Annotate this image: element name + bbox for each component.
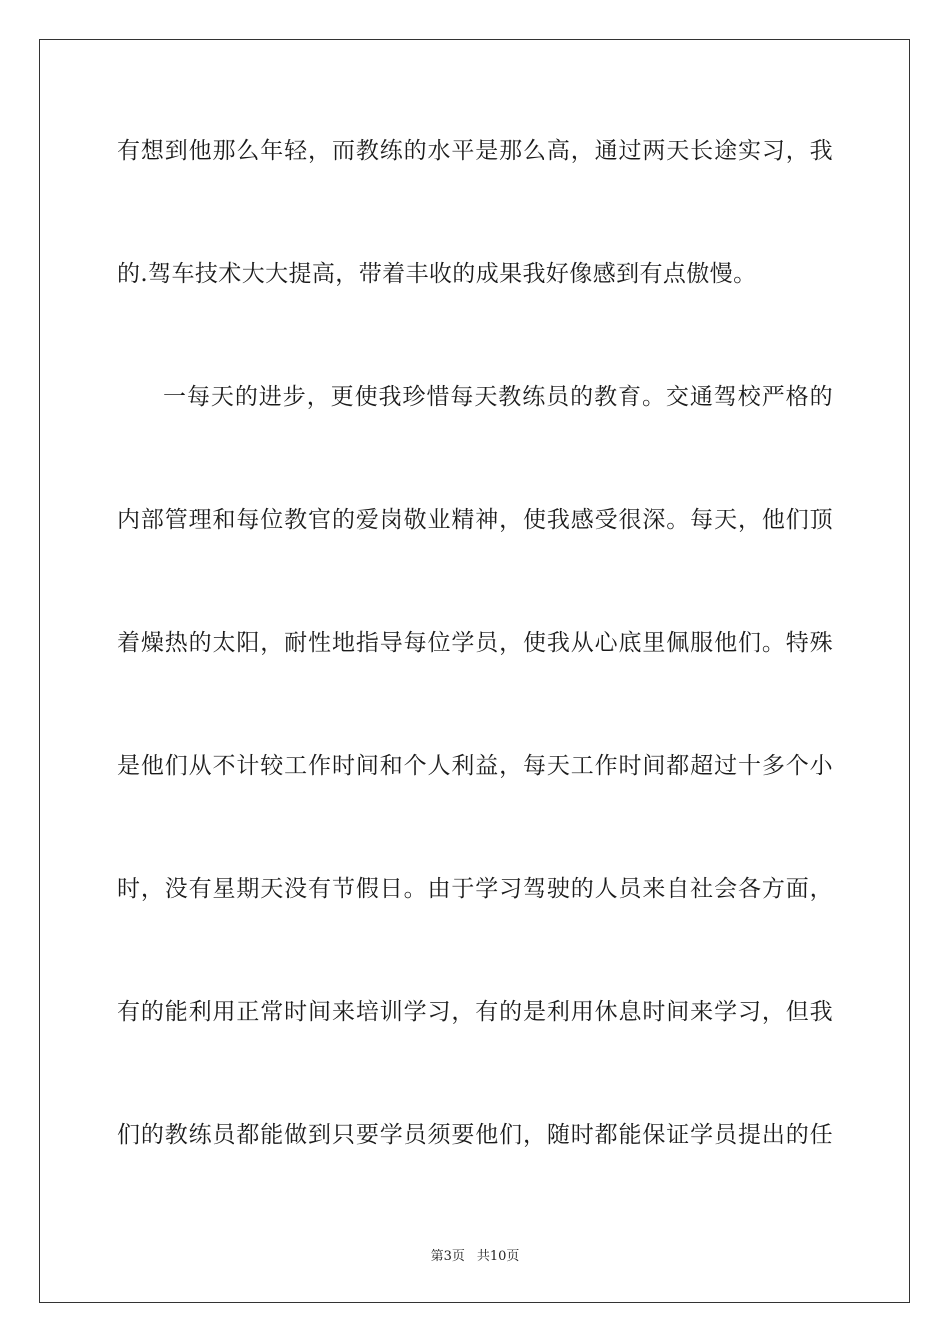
page-border [39,39,910,1303]
page-number: 第3页 [430,1249,465,1264]
body-text-line: 有的能利用正常时间来培训学习，有的是利用休息时间来学习，但我 [117,999,833,1025]
page-footer [0,1248,950,1266]
body-text-line: 有想到他那么年轻，而教练的水平是那么高，通过两天长途实习，我 [117,138,833,164]
body-text-line: 一每天的进步，更使我珍惜每天教练员的教育。交通驾校严格的 [163,384,833,410]
body-text-line: 的.驾车技术大大提高，带着丰收的成果我好像感到有点傲慢。 [117,261,757,287]
page-total: 共10页 [476,1249,520,1264]
body-text-line: 是他们从不计较工作时间和个人利益，每天工作时间都超过十多个小 [117,753,833,779]
body-text-line: 着燥热的太阳，耐性地指导每位学员，使我从心底里佩服他们。特殊 [117,630,833,656]
body-text-line: 内部管理和每位教官的爱岗敬业精神，使我感受很深。每天，他们顶 [117,507,833,533]
body-text-line: 时，没有星期天没有节假日。由于学习驾驶的人员来自社会各方面， [117,876,833,902]
body-text-line: 们的教练员都能做到只要学员须要他们，随时都能保证学员提出的任 [117,1122,833,1148]
